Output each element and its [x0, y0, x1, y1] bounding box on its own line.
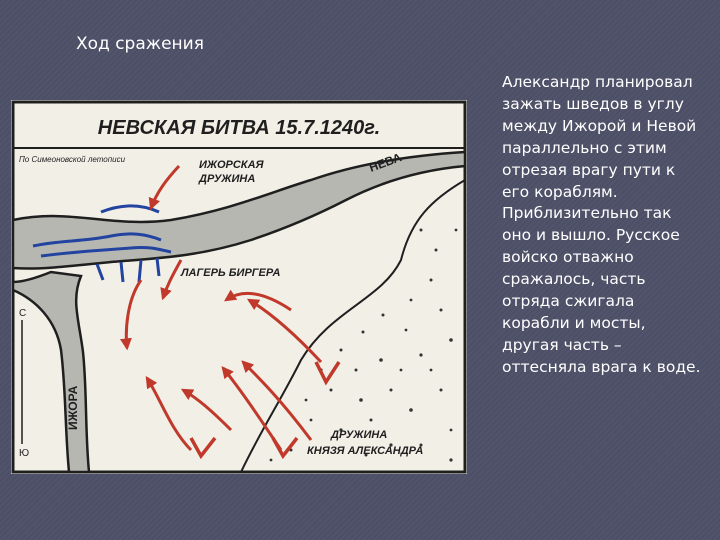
slide-body-text: Александр планировал зажать шведов в углу между Ижорой и Невой параллельно с этим отрезая врагу пути к его кораблям. Приблизительно так оно и вышло. Русское войско отважно сражалось, часть отряда сжигала корабли и мосты, другая часть – оттесняла врага к воде. — [502, 73, 701, 376]
neva-label: НЕВА — [367, 150, 404, 175]
izhora-river — [13, 272, 89, 472]
slide-title: Ход сражения — [76, 34, 204, 54]
druzhina-markers — [191, 362, 339, 456]
camp-label: ЛАГЕРЬ БИРГЕРА — [181, 267, 281, 279]
prince-druzhina-label-2: КНЯЗЯ АЛЕКСАНДРА — [307, 445, 424, 457]
map-heading: НЕВСКАЯ БИТВА 15.7.1240г. — [97, 117, 381, 139]
terrain-dots — [270, 229, 458, 462]
izhora-druzhina-label-1: ИЖОРСКАЯ — [199, 159, 264, 171]
izhora-label: ИЖОРА — [66, 385, 80, 430]
source-note: По Симеоновской летописи — [19, 155, 126, 164]
izhora-druzhina-label-2: ДРУЖИНА — [199, 173, 256, 185]
prince-druzhina-label-1: ДРУЖИНА — [331, 429, 388, 441]
north-label: С — [19, 308, 27, 319]
south-label: Ю — [19, 448, 30, 459]
battle-map — [11, 100, 467, 474]
